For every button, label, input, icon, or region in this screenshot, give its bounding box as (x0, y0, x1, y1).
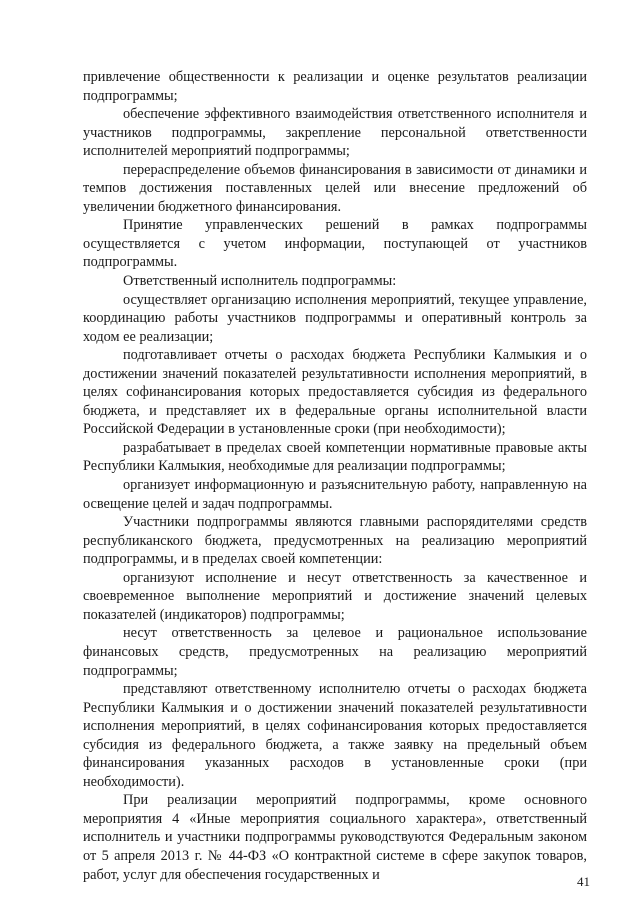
paragraph-organize-execution: организуют исполнение и несут ответственность за качественное и своевременное выполнение мероприятий и достижение значений целевых показателей (индикаторов) подпрограммы; (83, 569, 587, 623)
paragraph-develops-legal-acts: разрабатывает в пределах своей компетенции нормативные правовые акты Республики Калмыкия, необходимые для реализации подпрограммы; (83, 439, 587, 475)
page-number: 41 (577, 874, 590, 889)
paragraph-submit-reports: представляют ответственному исполнителю отчеты о расходах бюджета Республики Калмыкия и о достижении значений показателей результативности исполнения мероприятий, в целях софинансирования которых предоставляется субсидия из федерального бюджета, а также заявку на предельный объем финансирования указанных расходов в установленные сроки (при необходимости). (83, 681, 587, 790)
paragraph-management-decisions: Принятие управленческих решений в рамках подпрограммы осуществляется с учетом информации, поступающей от участников подпрограммы. (83, 217, 587, 271)
paragraph-public-involvement: привлечение общественности к реализации и оценке результатов реализации подпрограммы; (83, 69, 587, 104)
paragraph-participants: Участники подпрограммы являются главными распорядителями средств республиканского бюджета, предусмотренных на реализацию мероприятий подпрограммы, и в пределах своей компетенции: (83, 514, 587, 568)
paragraph-information-work: организует информационную и разъяснительную работу, направленную на освещение целей и задач подпрограммы. (83, 477, 587, 512)
paragraph-responsible-executor-heading: Ответственный исполнитель подпрограммы: (123, 273, 397, 290)
paragraph-federal-law: При реализации мероприятий подпрограммы, кроме основного мероприятия 4 «Иные мероприятия социального характера», ответственный исполнитель и участники подпрограммы руководствуются Федеральным законом от 5 апреля 2013 г. № 44-ФЗ «О контрактной системе в сфере закупок товаров, работ, услуг для обеспечения государственных и (83, 792, 587, 883)
paragraph-bear-responsibility: несут ответственность за целевое и рациональное использование финансовых средств, предусмотренных на реализацию мероприятий подпрограммы; (83, 625, 587, 679)
paragraph-effective-interaction: обеспечение эффективного взаимодействия ответственного исполнителя и участников подпрограммы, закрепление персональной ответственности исполнителей мероприятий подпрограммы; (83, 106, 587, 160)
paragraph-funding-redistribution: перераспределение объемов финансирования в зависимости от динамики и темпов достижения поставленных целей или внесение предложений об увеличении бюджетного финансирования. (83, 161, 587, 215)
paragraph-prepares-reports: подготавливает отчеты о расходах бюджета Республики Калмыкия и о достижении значений показателей результативности исполнения мероприятий, в целях софинансирования которых предоставляется субсидия из федерального бюджета, и представляет их в федеральные органы исполнительной власти Российской Федерации в установленные сроки (при необходимости); (83, 347, 587, 438)
paragraph-organizes-execution: осуществляет организацию исполнения мероприятий, текущее управление, координацию работы участников подпрограммы и оперативный контроль за ходом ее реализации; (83, 291, 587, 345)
document-body (83, 68, 587, 884)
